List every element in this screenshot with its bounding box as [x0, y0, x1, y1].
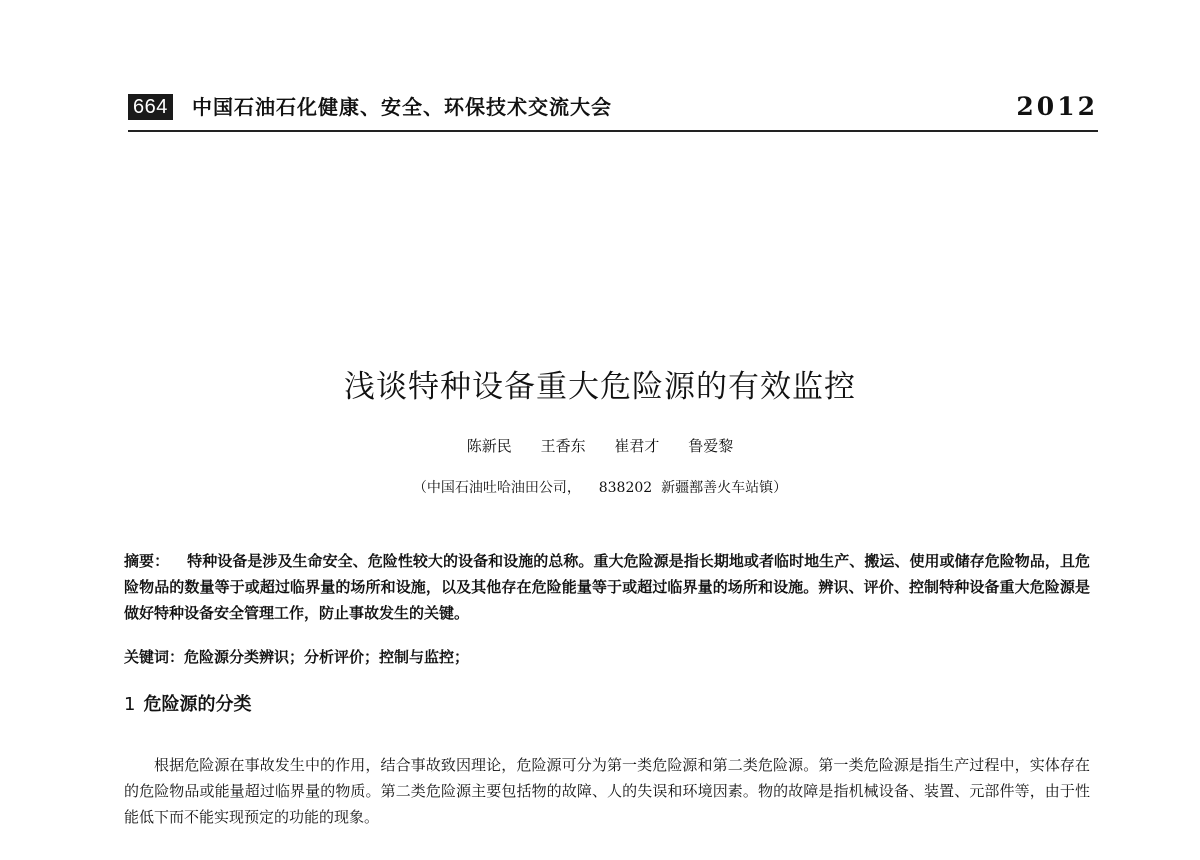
keywords-label: 关键词：: [124, 648, 185, 666]
header-divider: [128, 130, 1098, 132]
body-paragraph: 根据危险源在事故发生中的作用，结合事故致因理论，危险源可分为第一类危险源和第二类危险源。第一类危险源是指生产过程中，实体存在的危险物品或能量超过临界量的物质。第二类危险源主要包括物的故障、人的失误和环境因素。物的故障是指机械设备、装置、元部件等，由于性能低下而不能实现预定的功能的现象。: [124, 756, 1090, 826]
author-name: 陈新民: [466, 437, 512, 455]
abstract-label: 摘要：: [124, 552, 170, 570]
author-name: 鲁爱黎: [688, 437, 734, 455]
keywords-text: 危险源分类辨识；分析评价；控制与监控；: [184, 648, 470, 666]
publication-year: 2012: [1016, 92, 1098, 121]
section-heading: [124, 690, 251, 720]
section-number: 1: [124, 694, 136, 715]
running-header: [128, 92, 1098, 126]
abstract-text: 特种设备是涉及生命安全、危险性较大的设备和设施的总称。重大危险源是指长期地或者临时地生产、搬运、使用或储存危险物品，且危险物品的数量等于或超过临界量的场所和设施，以及其他存在危险能量等于或超过临界量的场所和设施。辨识、评价、控制特种设备重大危险源是做好特种设备安全管理工作，防止事故发生的关键。: [124, 552, 1090, 622]
abstract: [124, 548, 1090, 626]
keywords: [124, 644, 1090, 670]
page-number: 664: [128, 94, 173, 120]
author-affiliation: （中国石油吐哈油田公司， 838202 新疆鄯善火车站镇）: [412, 480, 788, 496]
author-name: 崔君才: [614, 437, 660, 455]
author-name: 王香东: [540, 437, 586, 455]
author-list: [0, 434, 1200, 458]
article-title: 浅谈特种设备重大危险源的有效监控: [344, 369, 856, 405]
conference-title: 中国石油石化健康、安全、环保技术交流大会: [192, 95, 612, 119]
section-title: 危险源的分类: [143, 694, 252, 715]
